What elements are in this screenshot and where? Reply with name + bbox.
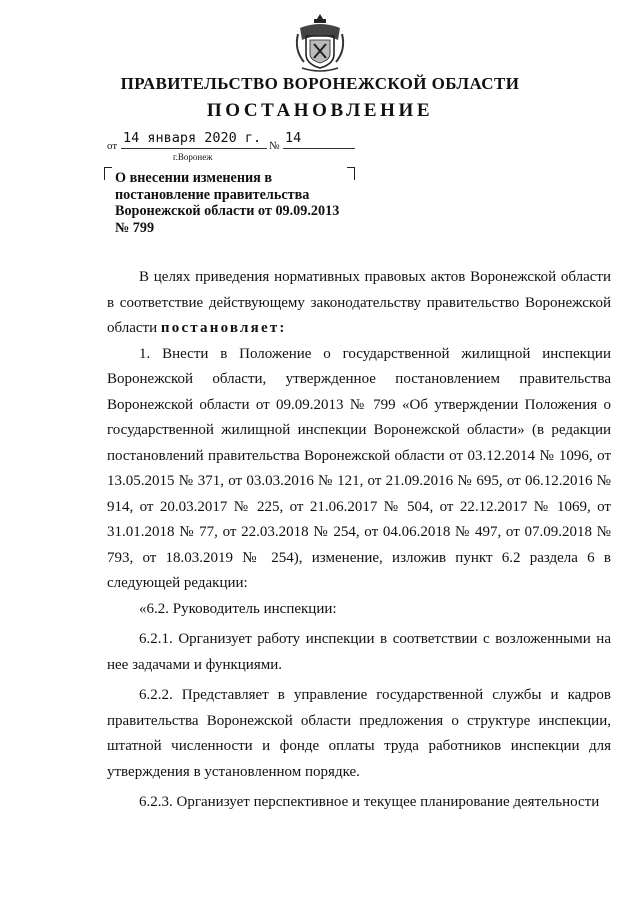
number-underline <box>283 148 355 149</box>
paragraph-6-2-3: 6.2.3. Организует перспективное и текущее планирование деятельности <box>139 794 600 810</box>
preamble-paragraph <box>107 265 611 342</box>
number-label: № <box>269 140 280 152</box>
organization-title: ПРАВИТЕЛЬСТВО ВОРОНЕЖСКОЙ ОБЛАСТИ <box>120 74 520 93</box>
document-subject: О внесении изменения в постановление правительства Воронежской области от 09.09.2013 № 799 <box>115 170 340 236</box>
coat-of-arms-emblem <box>292 10 348 74</box>
paragraph-6-2-2: 6.2.2. Представляет в управление государственной службы и кадров правительства Воронежской области предложения о структуре инспекции, штатной численности и фонде оплаты труда работников инспекции для утверждения в установленном порядке. <box>107 687 611 780</box>
date-label: от <box>107 140 118 152</box>
paragraph-1: 1. Внести в Положение о государственной жилищной инспекции Воронежской области, утвержденное постановлением правительства Воронежской области от 09.09.2013 № 799 «Об утверждении Положения о государственной жилищной инспекции Воронежской области» (в редакции постановлений правительства Воронежской области от 03.12.2014 № 1096, от 13.05.2015 № 371, от 03.03.2016 № 121, от 21.09.2016 № 695, от 06.12.2016 № 914, от 20.03.2017 № 225, от 21.06.2017 № 504, от 22.12.2017 № 1069, от 31.01.2018 № 77, от 22.03.2018 № 254, от 04.06.2018 № 497, от 07.09.2018 № 793, от 18.03.2019 № 254), изменение, изложив пункт 6.2 раздела 6 в следующей редакции: <box>107 345 611 591</box>
document-place: г.Воронеж <box>173 152 213 162</box>
document-date: 14 января 2020 г. <box>123 130 262 146</box>
document-type: ПОСТАНОВЛЕНИЕ <box>206 100 434 121</box>
paragraph-6-2-1: 6.2.1. Организует работу инспекции в соответствии с возложенными на нее задачами и функциями. <box>107 631 611 673</box>
document-body <box>107 265 611 816</box>
subject-bracket-left <box>104 167 112 180</box>
preamble-text: В целях приведения нормативных правовых актов Воронежской области в соответствие действующему законодательству правительство Воронежской области <box>107 269 611 336</box>
paragraph-6-2: «6.2. Руководитель инспекции: <box>139 600 337 617</box>
document-meta <box>107 130 367 170</box>
resolution-keyword: постановляет: <box>160 320 287 336</box>
document-number: 14 <box>285 130 302 146</box>
date-underline <box>121 148 267 149</box>
